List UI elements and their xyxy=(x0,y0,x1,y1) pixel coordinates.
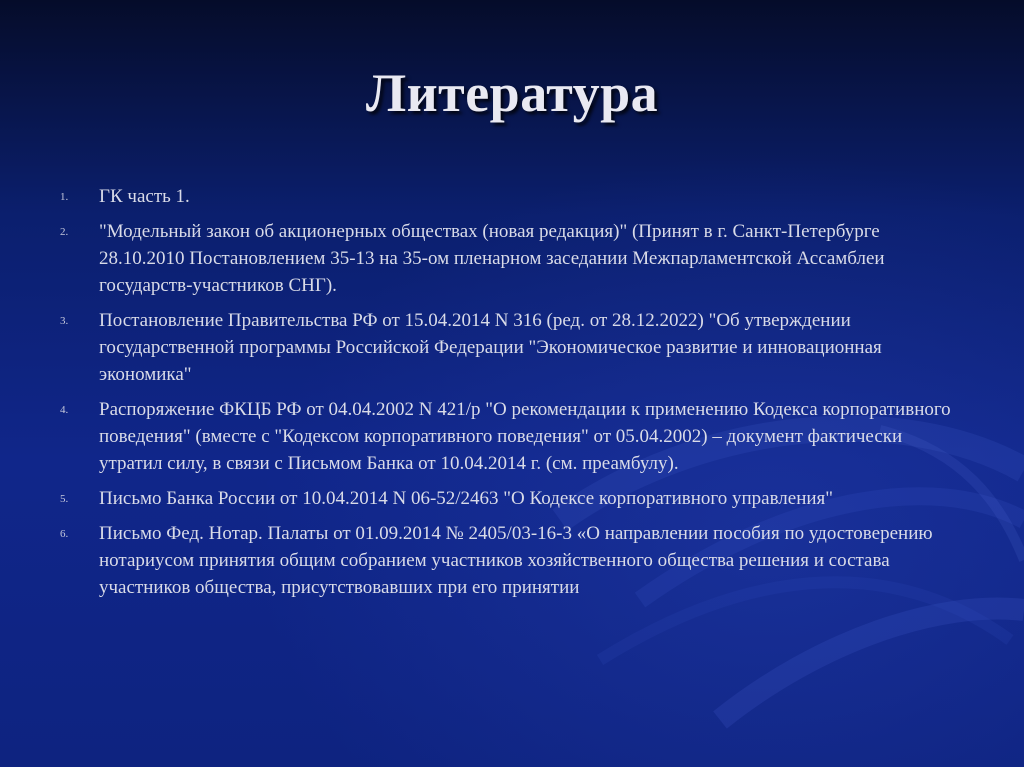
list-item-text: "Модельный закон об акционерных обществах (новая редакция)" (Принят в г. Санкт-Петербурге 28.10.2010 Постановлением 35-13 на 35-ом пленарном заседании Межпарламентской Ассамблеи государств-участников СНГ). xyxy=(99,221,885,296)
literature-list xyxy=(60,183,960,609)
list-item-text: Письмо Банка России от 10.04.2014 N 06-52/2463 "О Кодексе корпоративного управления" xyxy=(99,488,834,509)
list-item xyxy=(60,485,960,512)
list-item-text: Распоряжение ФКЦБ РФ от 04.04.2002 N 421/р "О рекомендации к применению Кодекса корпоративного поведения" (вместе с "Кодексом корпоративного поведения" от 05.04.2002) – документ фактически утратил силу, в связи с Письмом Банка от 10.04.2014 г. (см. преамбулу). xyxy=(99,399,951,474)
list-item-number: 6. xyxy=(60,528,69,540)
list-item xyxy=(60,307,960,388)
list-item-number: 4. xyxy=(60,404,69,416)
list-item-text: Постановление Правительства РФ от 15.04.2014 N 316 (ред. от 28.12.2022) "Об утверждении государственной программы Российской Федерации "Экономическое развитие и инновационная экономика" xyxy=(99,310,882,385)
list-item xyxy=(60,520,960,601)
slide-title: Литература xyxy=(365,63,659,123)
list-item-text: ГК часть 1. xyxy=(99,186,190,207)
list-item xyxy=(60,183,960,210)
list-item xyxy=(60,218,960,299)
list-item-number: 2. xyxy=(60,226,69,238)
list-item-number: 5. xyxy=(60,493,69,505)
list-item-number: 3. xyxy=(60,315,69,327)
list-item-number: 1. xyxy=(60,191,69,203)
list-item xyxy=(60,396,960,477)
list-item-text: Письмо Фед. Нотар. Палаты от 01.09.2014 № 2405/03-16-3 «О направлении пособия по удостоверению нотариусом принятия общим собранием участников хозяйственного общества решения и состава участников общества, присутствовавших при его принятии xyxy=(99,523,933,598)
